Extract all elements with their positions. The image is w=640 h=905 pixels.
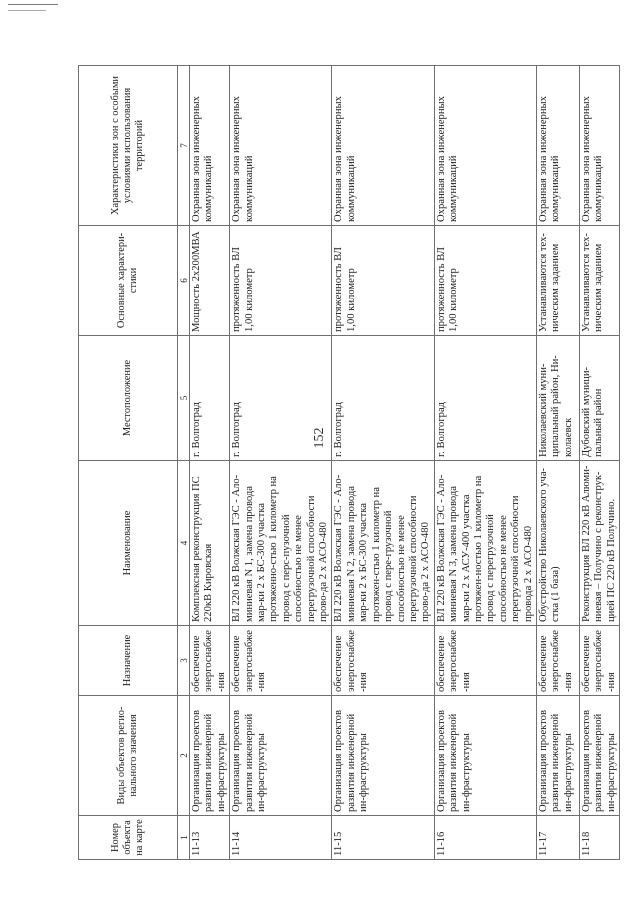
header-cell: Виды объектов регио-нального значения (79, 696, 178, 816)
object-characteristics: Устанавливаются тех-ническим заданием (579, 226, 619, 336)
object-location: г. Волгоград (190, 336, 230, 461)
object-purpose: обеспечение энергоснабже-ния (332, 626, 434, 696)
column-number: 7 (178, 66, 190, 226)
object-characteristics: протяженность ВЛ 1,00 километр (434, 226, 536, 336)
header-cell: Характеристики зон с особыми условиями использования территорий (79, 66, 178, 226)
header-cell: Номер объекта на карте (79, 816, 178, 860)
object-number: 11-16 (434, 816, 536, 860)
object-purpose: обеспечение энергоснабже-ния (230, 626, 332, 696)
header-row (79, 66, 178, 860)
object-number: 11-13 (190, 816, 230, 860)
object-number: 11-15 (332, 816, 434, 860)
object-name: ВЛ 220 кВ Волжская ГЭС - Ало-миниевая N 3, замена провода мар-ки 2 х АСУ-400 участка протяжен-ностью 1 километр на провод с перегрузочной способностью не менее перегрузочной способности провода 2 х АСО-480 (434, 461, 536, 626)
table-row (536, 66, 579, 860)
column-number: 1 (178, 816, 190, 860)
column-number: 6 (178, 226, 190, 336)
object-number: 11-17 (536, 816, 579, 860)
object-name: Обустройство Николаевского уча-стка (1 база) (536, 461, 579, 626)
object-characteristics: Мощность 2х200МВА (190, 226, 230, 336)
column-number: 4 (178, 461, 190, 626)
scan-mark-line (8, 4, 58, 5)
object-zones: Охранная зона инженерных коммуникаций (579, 66, 619, 226)
object-number: 11-18 (579, 816, 619, 860)
header-cell: Назначение (79, 626, 178, 696)
object-name: Комплексная реконструкция ПС 220кВ Кировская (190, 461, 230, 626)
object-type: Организация проектов развития инженерной ин-фраструктуры (434, 696, 536, 816)
column-number: 5 (178, 336, 190, 461)
object-zones: Охранная зона инженерных коммуникаций (434, 66, 536, 226)
column-number: 2 (178, 696, 190, 816)
table-row (579, 66, 619, 860)
header-cell: Основные характери-стики (79, 226, 178, 336)
object-location: г. Волгоград (434, 336, 536, 461)
column-number: 3 (178, 626, 190, 696)
object-zones: Охранная зона инженерных коммуникаций (332, 66, 434, 226)
object-location: г. Волгоград (332, 336, 434, 461)
object-name: ВЛ 220 кВ Волжская ГЭС - Ало-миниевая N 2, замена провода мар-ки 2 х БС-300 участка протяжен-стью 1 километр на провод с пере-грузочной способностью не менее перегрузочной способности прово-да 2 х АСО-480 (332, 461, 434, 626)
objects-table (78, 65, 620, 860)
object-name: Реконструкция ВЛ 220 кВ Алюми-ниевая – Получино с реконструк-цией ПС 220 кВ Получино. (579, 461, 619, 626)
object-characteristics: протяженность ВЛ 1,00 километр (230, 226, 332, 336)
rotated-table-container (78, 40, 617, 860)
object-purpose: обеспечение энергоснабже-ния (579, 626, 619, 696)
header-cell: Наименование (79, 461, 178, 626)
object-purpose: обеспечение энергоснабже-ния (190, 626, 230, 696)
object-type: Организация проектов развития инженерной ин-фраструктуры (190, 696, 230, 816)
page-number: 152 (312, 427, 327, 449)
object-zones: Охранная зона инженерных коммуникаций (536, 66, 579, 226)
object-location: Николаевский муни-ципальный район, Ни-колаевск (536, 336, 579, 461)
object-type: Организация проектов развития инженерной ин-фраструктуры (332, 696, 434, 816)
object-type: Организация проектов развития инженерной ин-фраструктуры (230, 696, 332, 816)
object-zones: Охранная зона инженерных коммуникаций (190, 66, 230, 226)
column-number-row (178, 66, 190, 860)
table-row (332, 66, 434, 860)
object-location: г. Волгоград (230, 336, 332, 461)
object-zones: Охранная зона инженерных коммуникаций (230, 66, 332, 226)
object-type: Организация проектов развития инженерной ин-фраструктуры (536, 696, 579, 816)
object-characteristics: Устанавливаются тех-ническим заданием (536, 226, 579, 336)
table-row (190, 66, 230, 860)
object-characteristics: протяженность ВЛ 1,00 километр (332, 226, 434, 336)
scan-mark-line (8, 10, 46, 11)
object-name: ВЛ 220 кВ Волжская ГЭС - Ало-миниевая N 1, замена провода мар-ки 2 х БС-300 участка протяженно-стью 1 километр на провод с перс-пузочной способностью не менее перегрузочной способности прово-да 2 х АСО-480 (230, 461, 332, 626)
object-type: Организация проектов развития инженерной ин-фраструктуры (579, 696, 619, 816)
object-location: Дубовский муници-пальный район (579, 336, 619, 461)
object-purpose: обеспечение энергоснабже-ния (434, 626, 536, 696)
header-cell: Местоположение (79, 336, 178, 461)
object-purpose: обеспечение энергоснабже-ния (536, 626, 579, 696)
object-number: 11-14 (230, 816, 332, 860)
table-row (230, 66, 332, 860)
table-row (434, 66, 536, 860)
